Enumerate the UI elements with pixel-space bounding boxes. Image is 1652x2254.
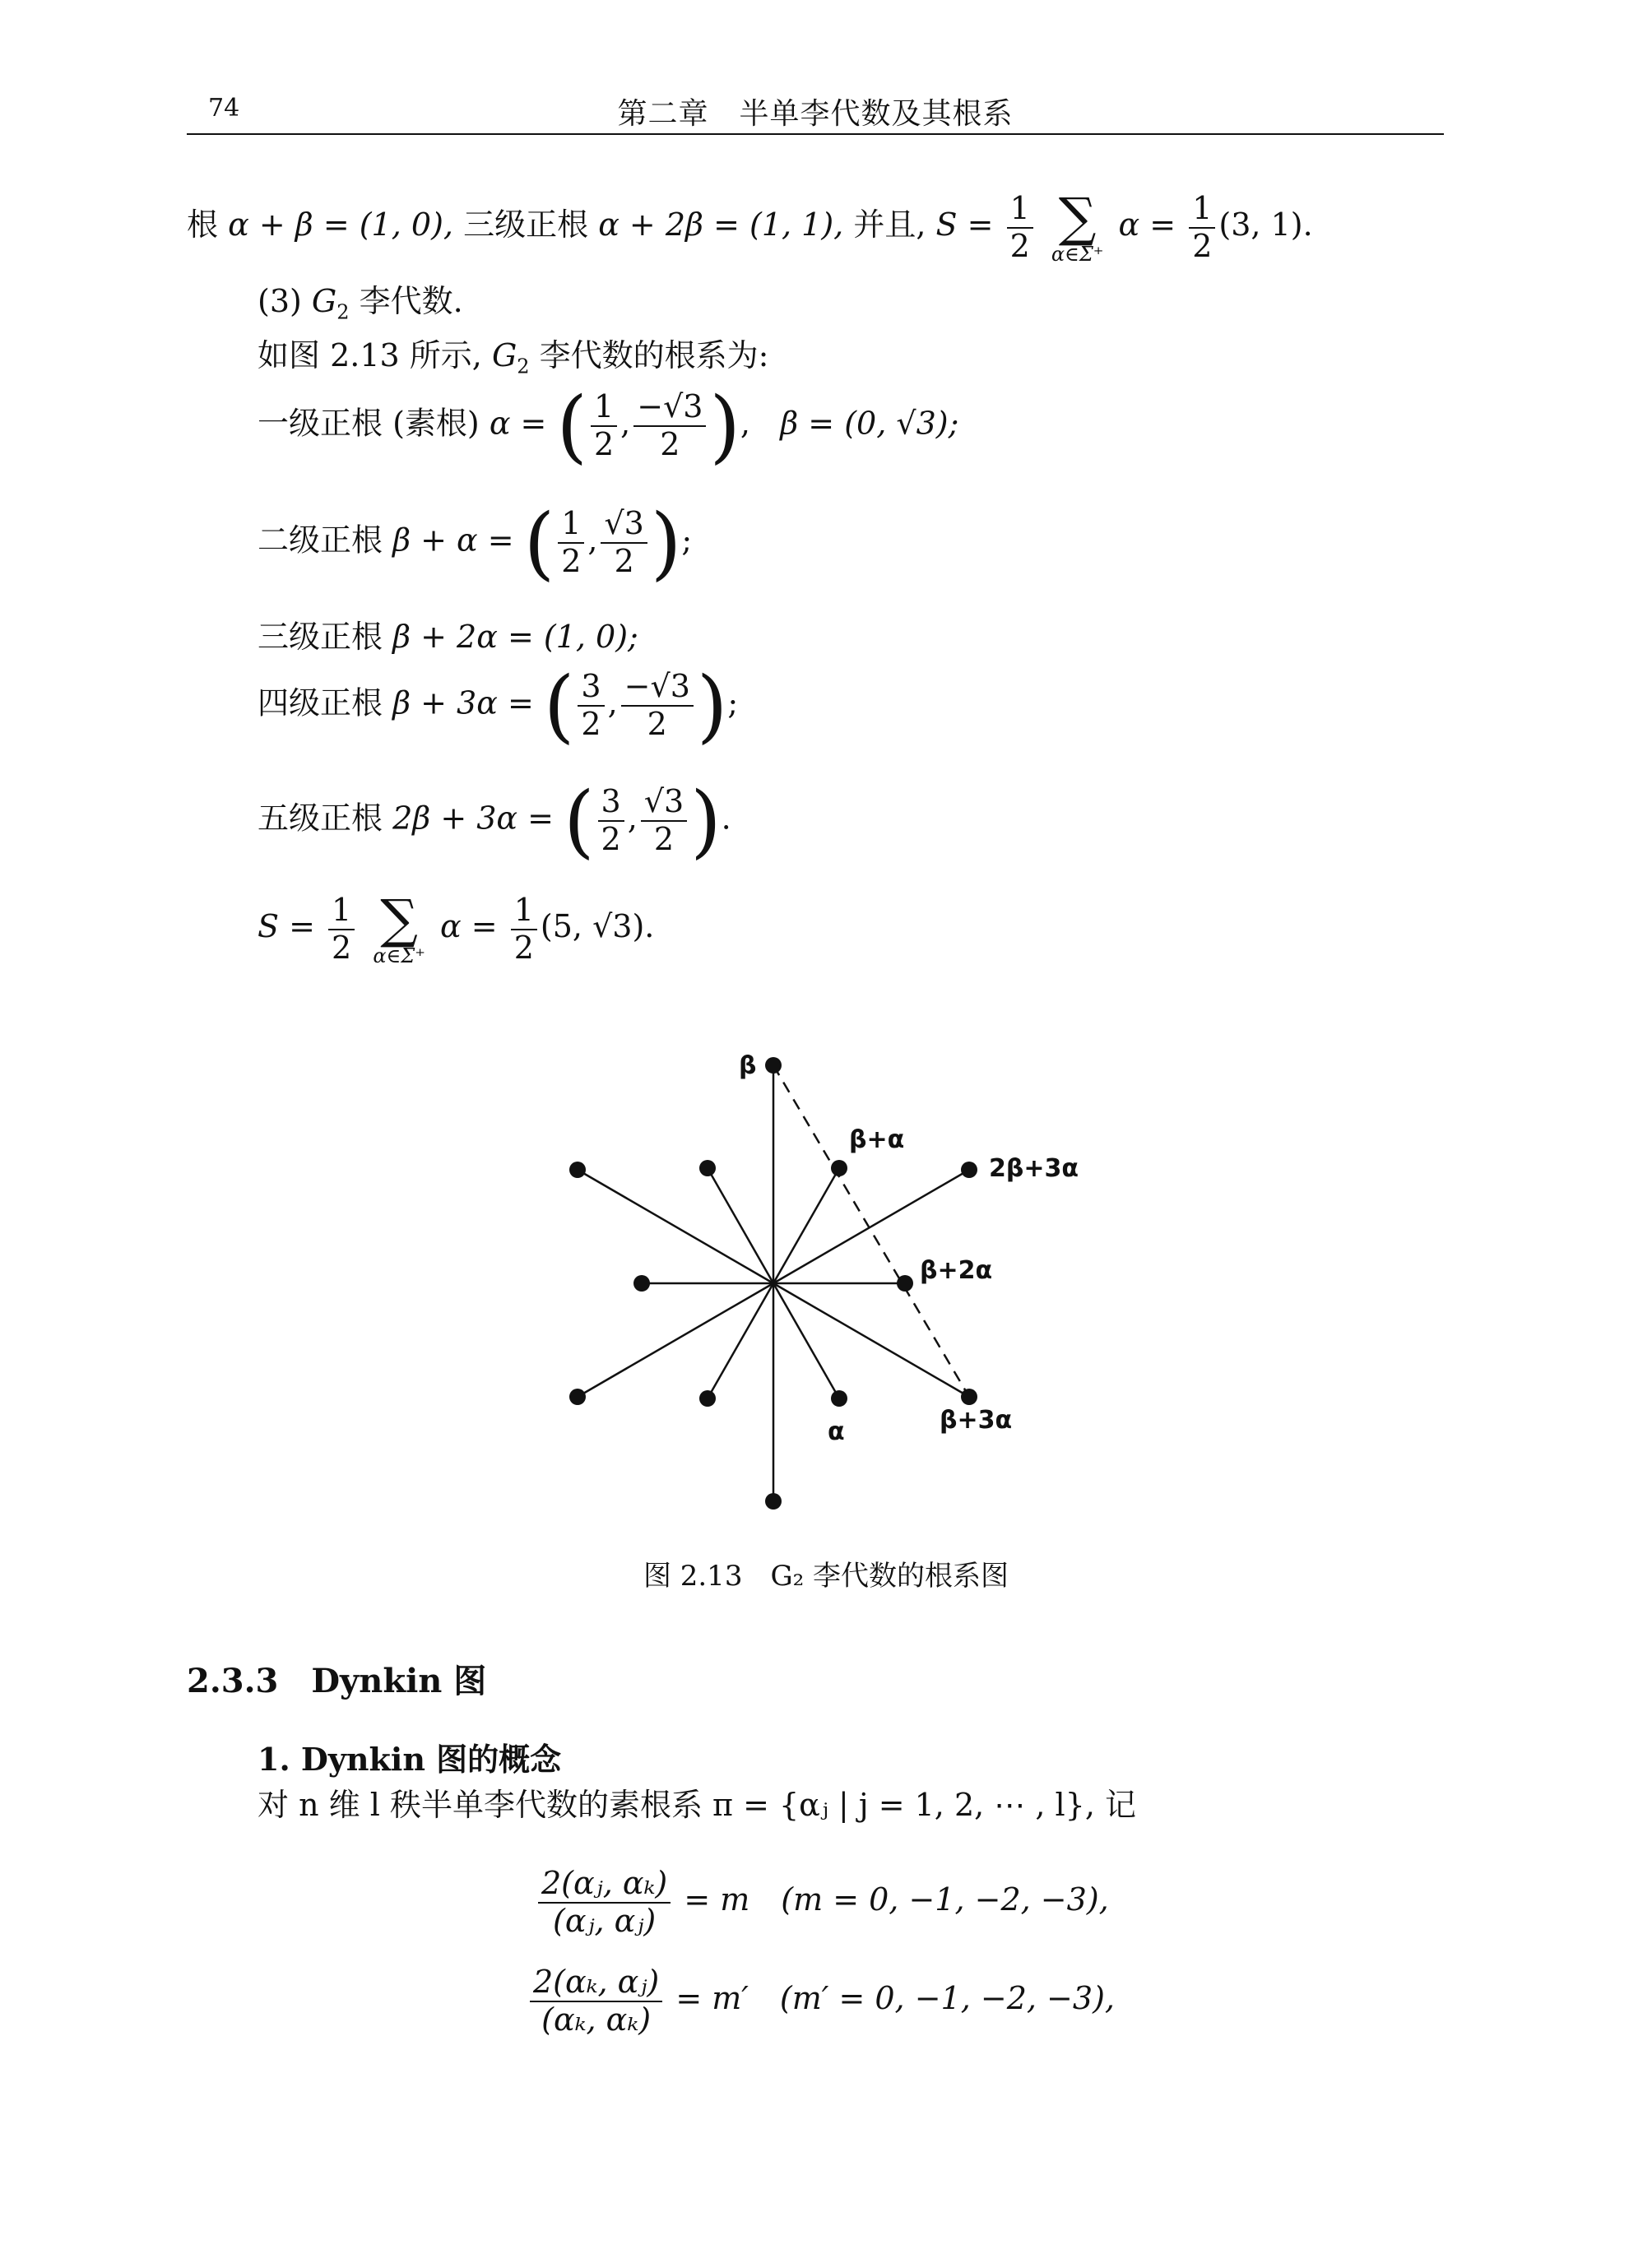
text: 三级正根 [463,206,589,243]
equation-1: $\frac{\text{2(αⱼ, αₖ)}}{\text{(αⱼ, αⱼ)}}$ = m (m = 0, −1, −2, −3), [535,1866,1109,1939]
math: S = [935,206,994,243]
figure-caption: 图 2.13 G₂ 李代数的根系图 [643,1560,1009,1593]
root-line [773,1283,969,1397]
root-point [765,1057,782,1074]
root-line [708,1283,773,1398]
root-line-4: 四级正根 β + 3α = ( $\frac{3}{2}$ , $\frac{-√3}{2}$ ); [258,660,739,752]
g2-root-diagram [527,1028,1119,1522]
paragraph: 对 n 维 l 秩半单李代数的素根系 π = {αⱼ | j = 1, 2, ⋯ , l}, 记 [258,1787,1137,1823]
label-beta-plus-alpha: β+α [849,1125,905,1154]
root-point [569,1162,586,1178]
root-point [699,1160,716,1176]
g2-intro: 如图 2.13 所示, $G_2$ 李代数的根系为: [258,337,769,378]
root-point [765,1493,782,1510]
label-alpha: α [828,1417,845,1446]
s-sum-line: S = $\frac{1}{2}$ ∑ α∈Σ⁺ α = $\frac{1}{2}$ (5, √3). [258,888,655,967]
label-beta-plus-2alpha: β+2α [920,1256,993,1285]
summation: ∑ α∈Σ⁺ [1051,187,1104,266]
text-line-1 [187,187,1313,266]
root-line-5: 五级正根 2β + 3α = ( $\frac{3}{2}$ , $\frac{√3}{2}$ ). [258,775,731,867]
root-line [773,1283,839,1398]
root-line-1: 一级正根 (素根) α = ( $\frac{1}{2}$ , $\frac{-√3}{2}$ ), β = (0, √3); [258,380,959,472]
page-number: 74 [208,94,240,123]
root-line [773,1168,839,1283]
math: α = [1118,206,1176,243]
root-point [831,1160,847,1176]
root-point [633,1275,650,1292]
math: α + β = (1, 0), [228,206,453,243]
root-point [961,1389,977,1405]
label-2beta-plus-3alpha: 2β+3α [989,1154,1079,1183]
section-heading: 2.3.3 Dynkin 图 [187,1662,487,1700]
root-point [897,1275,913,1292]
root-point [831,1390,847,1407]
chapter-title: 第二章 半单李代数及其根系 [617,97,1014,131]
root-point [699,1390,716,1407]
root-point [961,1162,977,1178]
root-line [708,1168,773,1283]
root-line [578,1283,773,1397]
label-beta-plus-3alpha: β+3α [940,1406,1013,1435]
sub-heading: 1. Dynkin 图的概念 [258,1741,562,1778]
root-point [569,1389,586,1405]
root-line-2: 二级正根 β + α = ( $\frac{1}{2}$ , $\frac{√3}{2}$ ); [258,497,693,589]
math: α + 2β = (1, 1), [598,206,844,243]
math: (3, 1). [1218,206,1313,243]
equation-2: $\frac{\text{2(αₖ, αⱼ)}}{\text{(αₖ, αₖ)}}$ = m′ (m′ = 0, −1, −2, −3), [527,1964,1115,2038]
label-beta: β [739,1051,757,1080]
g2-title: (3) $G_2$ 李代数. [258,283,463,324]
fraction: $\frac{1}{2}$ [1189,191,1215,264]
text: 根 [187,206,219,243]
page-header [187,89,1444,135]
root-line [578,1170,773,1283]
text: 并且, [853,206,926,243]
fraction: $\frac{1}{2}$ [1007,191,1033,264]
root-line-3: 三级正根 β + 2α = (1, 0); [258,619,638,655]
